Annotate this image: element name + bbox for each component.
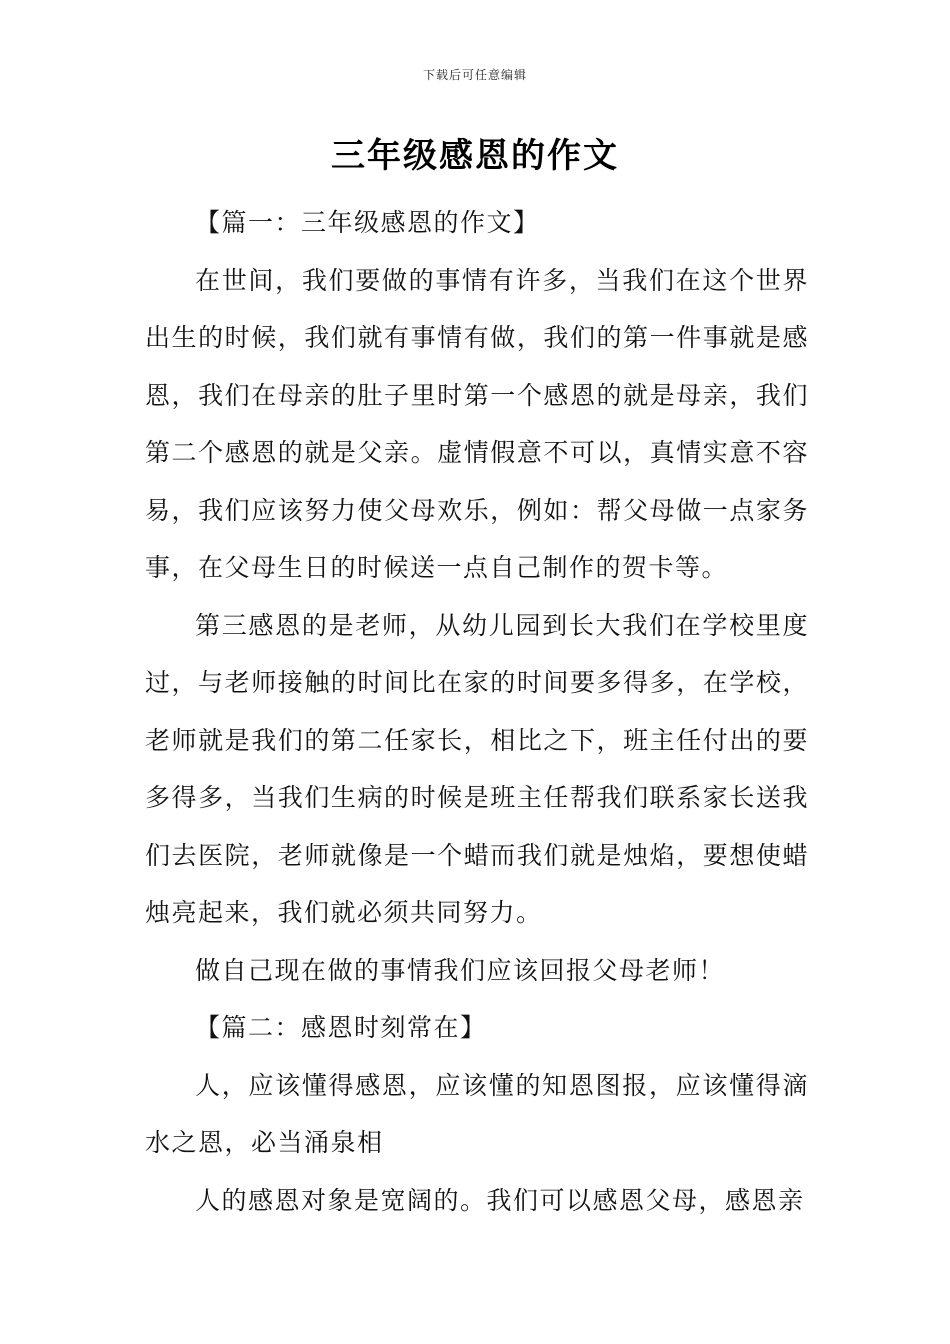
paragraph-5: 人的感恩对象是宽阔的。我们可以感恩父母，感恩亲 xyxy=(195,1185,805,1215)
section-heading-2: 【篇二：感恩时刻常在】 xyxy=(195,1013,487,1042)
paragraph-2: 第三感恩的是老师，从幼儿园到长大我们在学校里度过，与老师接触的时间比在家的时间要多得多，在学校，老师就是我们的第二任家长，相比之下，班主任付出的要多得多，当我们生病的时候是班主任帮我们联系家长送我们去医院，老师就像是一个蜡而我们就是烛焰，要想使蜡烛亮起来，我们就必须共同努力。 xyxy=(145,610,809,927)
paragraph-1: 在世间，我们要做的事情有许多，当我们在这个世界出生的时候，我们就有事情有做，我们的第一件事就是感恩，我们在母亲的肚子里时第一个感恩的就是母亲，我们第二个感恩的就是父亲。虚情假意不可以，真情实意不容易，我们应该努力使父母欢乐，例如：帮父母做一点家务事，在父母生日的时候送一点自己制作的贺卡等。 xyxy=(145,265,809,582)
document-body xyxy=(145,194,809,1229)
header-note: 下载后可任意编辑 xyxy=(422,68,527,82)
paragraph-4: 人，应该懂得感恩，应该懂的知恩图报，应该懂得滴水之恩，必当涌泉相 xyxy=(145,1070,809,1157)
section-heading-1: 【篇一：三年级感恩的作文】 xyxy=(195,208,540,237)
paragraph-3: 做自己现在做的事情我们应该回报父母老师！ xyxy=(195,955,726,985)
document-title: 三年级感恩的作文 xyxy=(331,136,619,176)
